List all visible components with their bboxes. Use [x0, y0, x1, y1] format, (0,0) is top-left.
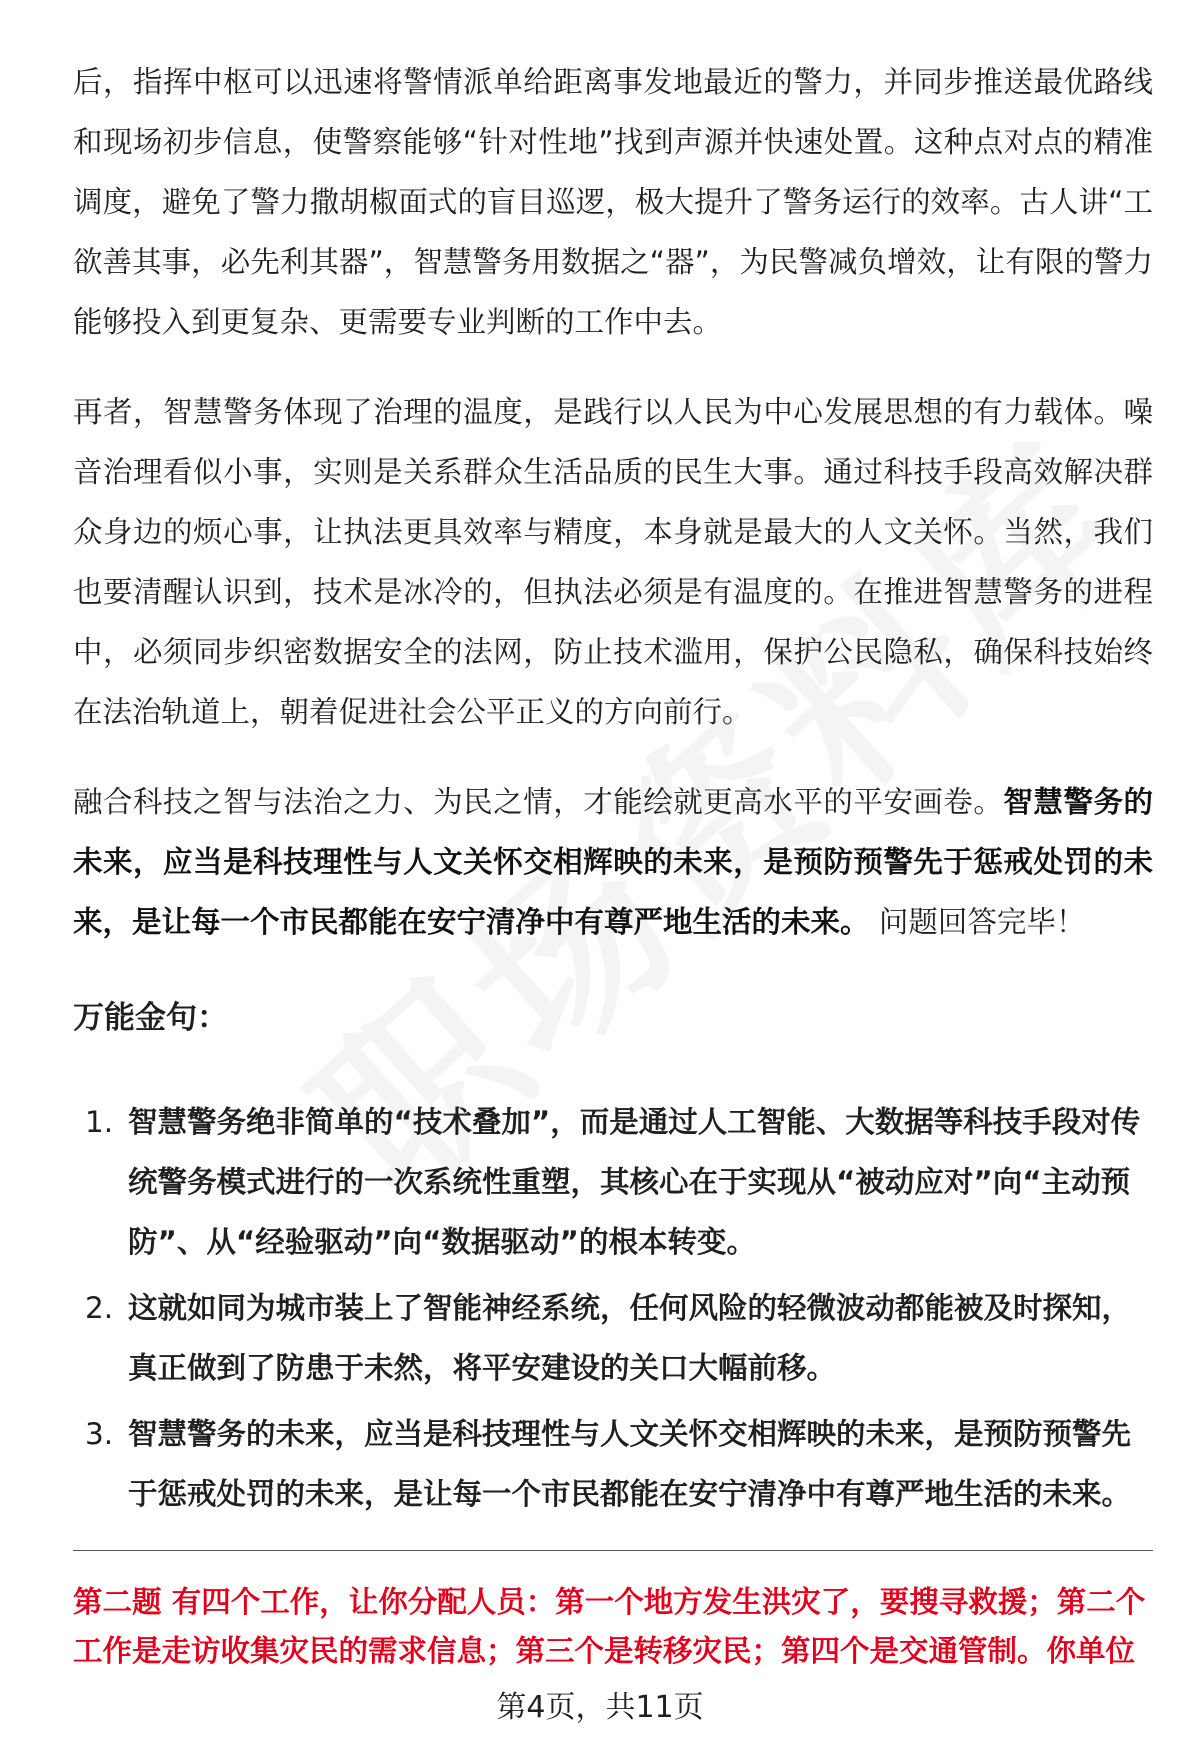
- conclusion-bold-text: 智慧警务的未来，应当是科技理性与人文关怀交相辉映的未来，是预防预警先于惩戒处罚的未来，是让每一个市民都能在安宁清净中有尊严地生活的未来。: [73, 785, 1153, 939]
- list-item-text: 这就如同为城市装上了智能神经系统，任何风险的轻微波动都能被及时探知，真正做到了防患于未然，将平安建设的关口大幅前移。: [128, 1291, 1132, 1385]
- list-item: [73, 1404, 1153, 1524]
- section-title-golden-sentences: 万能金句：: [73, 1000, 228, 1036]
- list-item-text: 智慧警务绝非简单的“技术叠加”，而是通过人工智能、大数据等科技手段对传统警务模式进行的一次系统性重塑，其核心在于实现从“被动应对”向“主动预防”、从“经验驱动”向“数据驱动”的根本转变。: [128, 1105, 1141, 1259]
- answer-complete-text: 问题回答完毕！: [869, 905, 1086, 939]
- next-question-text: 第二题 有四个工作，让你分配人员：第一个地方发生洪灾了，要搜寻救援；第二个工作是走访收集灾民的需求信息；第三个是转移灾民；第四个是交通管制。你单位: [73, 1585, 1146, 1668]
- golden-sentence-list: [73, 1092, 1153, 1524]
- conclusion-text: 融合科技之智与法治之力、为民之情，才能绘就更高水平的平安画卷。: [73, 785, 1004, 819]
- list-number: 3.: [85, 1417, 114, 1451]
- paragraph-warmth: 再者，智慧警务体现了治理的温度，是践行以人民为中心发展思想的有力载体。噪音治理看似小事，实则是关系群众生活品质的民生大事。通过科技手段高效解决群众身边的烦心事，让执法更具效率与精度，本身就是最大的人文关怀。当然，我们也要清醒认识到，技术是冰冷的，但执法必须是有温度的。在推进智慧警务的进程中，必须同步织密数据安全的法网，防止技术滥用，保护公民隐私，确保科技始终在法治轨道上，朝着促进社会公平正义的方向前行。: [73, 395, 1153, 729]
- paragraph-efficiency: 后，指挥中枢可以迅速将警情派单给距离事发地最近的警力，并同步推送最优路线和现场初步信息，使警察能够“针对性地”找到声源并快速处置。这种点对点的精准调度，避免了警力撒胡椒面式的盲目巡逻，极大提升了警务运行的效率。古人讲“工欲善其事，必先利其器”，智慧警务用数据之“器”，为民警减负增效，让有限的警力能够投入到更复杂、更需要专业判断的工作中去。: [73, 65, 1153, 339]
- list-item: [73, 1092, 1153, 1272]
- list-item-text: 智慧警务的未来，应当是科技理性与人文关怀交相辉映的未来，是预防预警先于惩戒处罚的未来，是让每一个市民都能在安宁清净中有尊严地生活的未来。: [128, 1417, 1132, 1511]
- list-number: 1.: [85, 1105, 114, 1139]
- divider: [73, 1550, 1153, 1551]
- page-number: 第4页，共11页: [496, 1690, 704, 1725]
- document-body: [73, 40, 1153, 1530]
- list-number: 2.: [85, 1291, 114, 1325]
- list-item: [73, 1278, 1153, 1398]
- paragraph-conclusion: [73, 772, 1153, 952]
